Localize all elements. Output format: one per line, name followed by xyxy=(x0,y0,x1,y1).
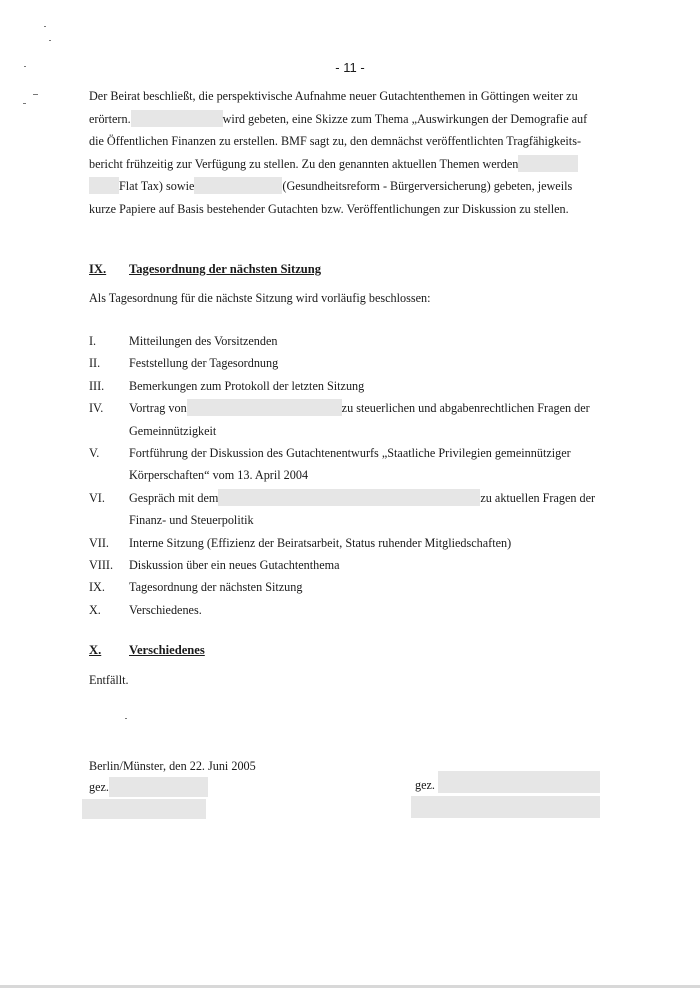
agenda-item-text: Interne Sitzung (Effizienz der Beiratsarbeit, Status ruhender Mitgliedschaften) xyxy=(129,535,512,550)
agenda-list xyxy=(89,330,629,621)
redaction-box xyxy=(218,489,480,506)
paragraph-line: Der Beirat beschließt, die perspektivische Aufnahme neuer Gutachtenthemen in Göttingen weiter zu xyxy=(89,89,578,103)
scan-mark xyxy=(125,718,127,719)
agenda-item-number: IX. xyxy=(89,580,105,595)
agenda-item-number: III. xyxy=(89,378,105,393)
agenda-item-text: Tagesordnung der nächsten Sitzung xyxy=(129,580,303,595)
redaction-box xyxy=(89,177,119,194)
agenda-item xyxy=(89,375,629,397)
agenda-item xyxy=(89,487,629,532)
agenda-item-text: Gespräch mit dem zu aktuellen Fragen der xyxy=(129,490,596,505)
agenda-item-text: Gemeinnützigkeit xyxy=(129,423,217,438)
signature-right xyxy=(415,778,435,793)
agenda-item-number: VIII. xyxy=(89,558,114,573)
agenda-item-number: II. xyxy=(89,356,101,371)
agenda-item-number: I. xyxy=(89,334,97,348)
agenda-item-number: IV. xyxy=(89,401,104,416)
section-number: IX. xyxy=(89,262,107,276)
agenda-item-text: Diskussion über ein neues Gutachtenthema xyxy=(129,558,340,573)
agenda-item-text: Mitteilungen des Vorsitzenden xyxy=(129,334,278,348)
agenda-item-number: V. xyxy=(89,446,100,461)
agenda-item-number: X. xyxy=(89,602,101,617)
agenda-item-text: Finanz- und Steuerpolitik xyxy=(129,513,254,528)
agenda-item-text: Verschiedenes. xyxy=(129,602,202,617)
agenda-item-text: Bemerkungen zum Protokoll der letzten Sitzung xyxy=(129,378,365,393)
agenda-item xyxy=(89,576,629,598)
agenda-item xyxy=(89,352,629,374)
paragraph-line: die Öffentlichen Finanzen zu erstellen. BMF sagt zu, den demnächst veröffentlichten Tragfähigkeits- xyxy=(89,134,581,148)
section-ix-heading xyxy=(89,262,321,277)
agenda-item xyxy=(89,397,629,442)
scan-mark xyxy=(44,26,46,27)
agenda-item-number: VI. xyxy=(89,490,105,505)
signature-left xyxy=(89,780,109,795)
gez-label: gez. xyxy=(415,778,435,792)
redaction-box xyxy=(187,399,342,416)
agenda-item xyxy=(89,442,629,487)
redaction-box xyxy=(194,177,282,194)
page-number: - 11 - xyxy=(335,60,365,75)
agenda-item xyxy=(89,554,629,576)
agenda-item xyxy=(89,330,629,352)
agenda-item-text: Körperschaften“ vom 13. April 2004 xyxy=(129,468,309,483)
redaction-box xyxy=(109,777,208,797)
paragraph-line: kurze Papiere auf Basis bestehender Gutachten bzw. Veröffentlichungen zur Diskussion zu stellen. xyxy=(89,201,569,216)
gez-label: gez. xyxy=(89,780,109,794)
paragraph-line: bericht frühzeitig zur Verfügung zu stellen. Zu den genannten aktuellen Themen werden xyxy=(89,153,619,176)
section-title: Verschiedenes xyxy=(129,643,205,657)
place-date: Berlin/Münster, den 22. Juni 2005 xyxy=(89,759,256,773)
agenda-item-number: VII. xyxy=(89,535,109,550)
agenda-item-text: Fortführung der Diskussion des Gutachtenentwurfs „Staatliche Privilegien gemeinnütziger xyxy=(129,446,571,461)
agenda-item-text: Vortrag von zu steuerlichen und abgabenrechtlichen Fragen der xyxy=(129,401,590,416)
redaction-box xyxy=(438,771,600,793)
agenda-item xyxy=(89,599,629,621)
paragraph-line: erörtern. wird gebeten, eine Skizze zum Thema „Auswirkungen der Demografie auf xyxy=(89,111,588,126)
section-number: X. xyxy=(89,643,102,657)
beirat-paragraph xyxy=(89,85,619,220)
scan-mark xyxy=(23,103,26,104)
scan-bottom-edge xyxy=(0,985,700,988)
scan-mark xyxy=(33,94,38,95)
section-x-text: Entfällt. xyxy=(89,673,129,687)
section-x-heading xyxy=(89,643,205,658)
agenda-intro: Als Tagesordnung für die nächste Sitzung wird vorläufig beschlossen: xyxy=(89,291,431,305)
redaction-box xyxy=(131,110,223,127)
agenda-item xyxy=(89,532,629,554)
paragraph-line: Flat Tax) sowie (Gesundheitsreform - Bürgerversicherung) gebeten, jeweils xyxy=(89,175,619,198)
redaction-box xyxy=(82,799,206,819)
scan-mark xyxy=(49,40,51,41)
redaction-box xyxy=(411,796,600,818)
section-title: Tagesordnung der nächsten Sitzung xyxy=(129,262,322,276)
redaction-box xyxy=(518,155,578,172)
agenda-item-text: Feststellung der Tagesordnung xyxy=(129,356,279,371)
